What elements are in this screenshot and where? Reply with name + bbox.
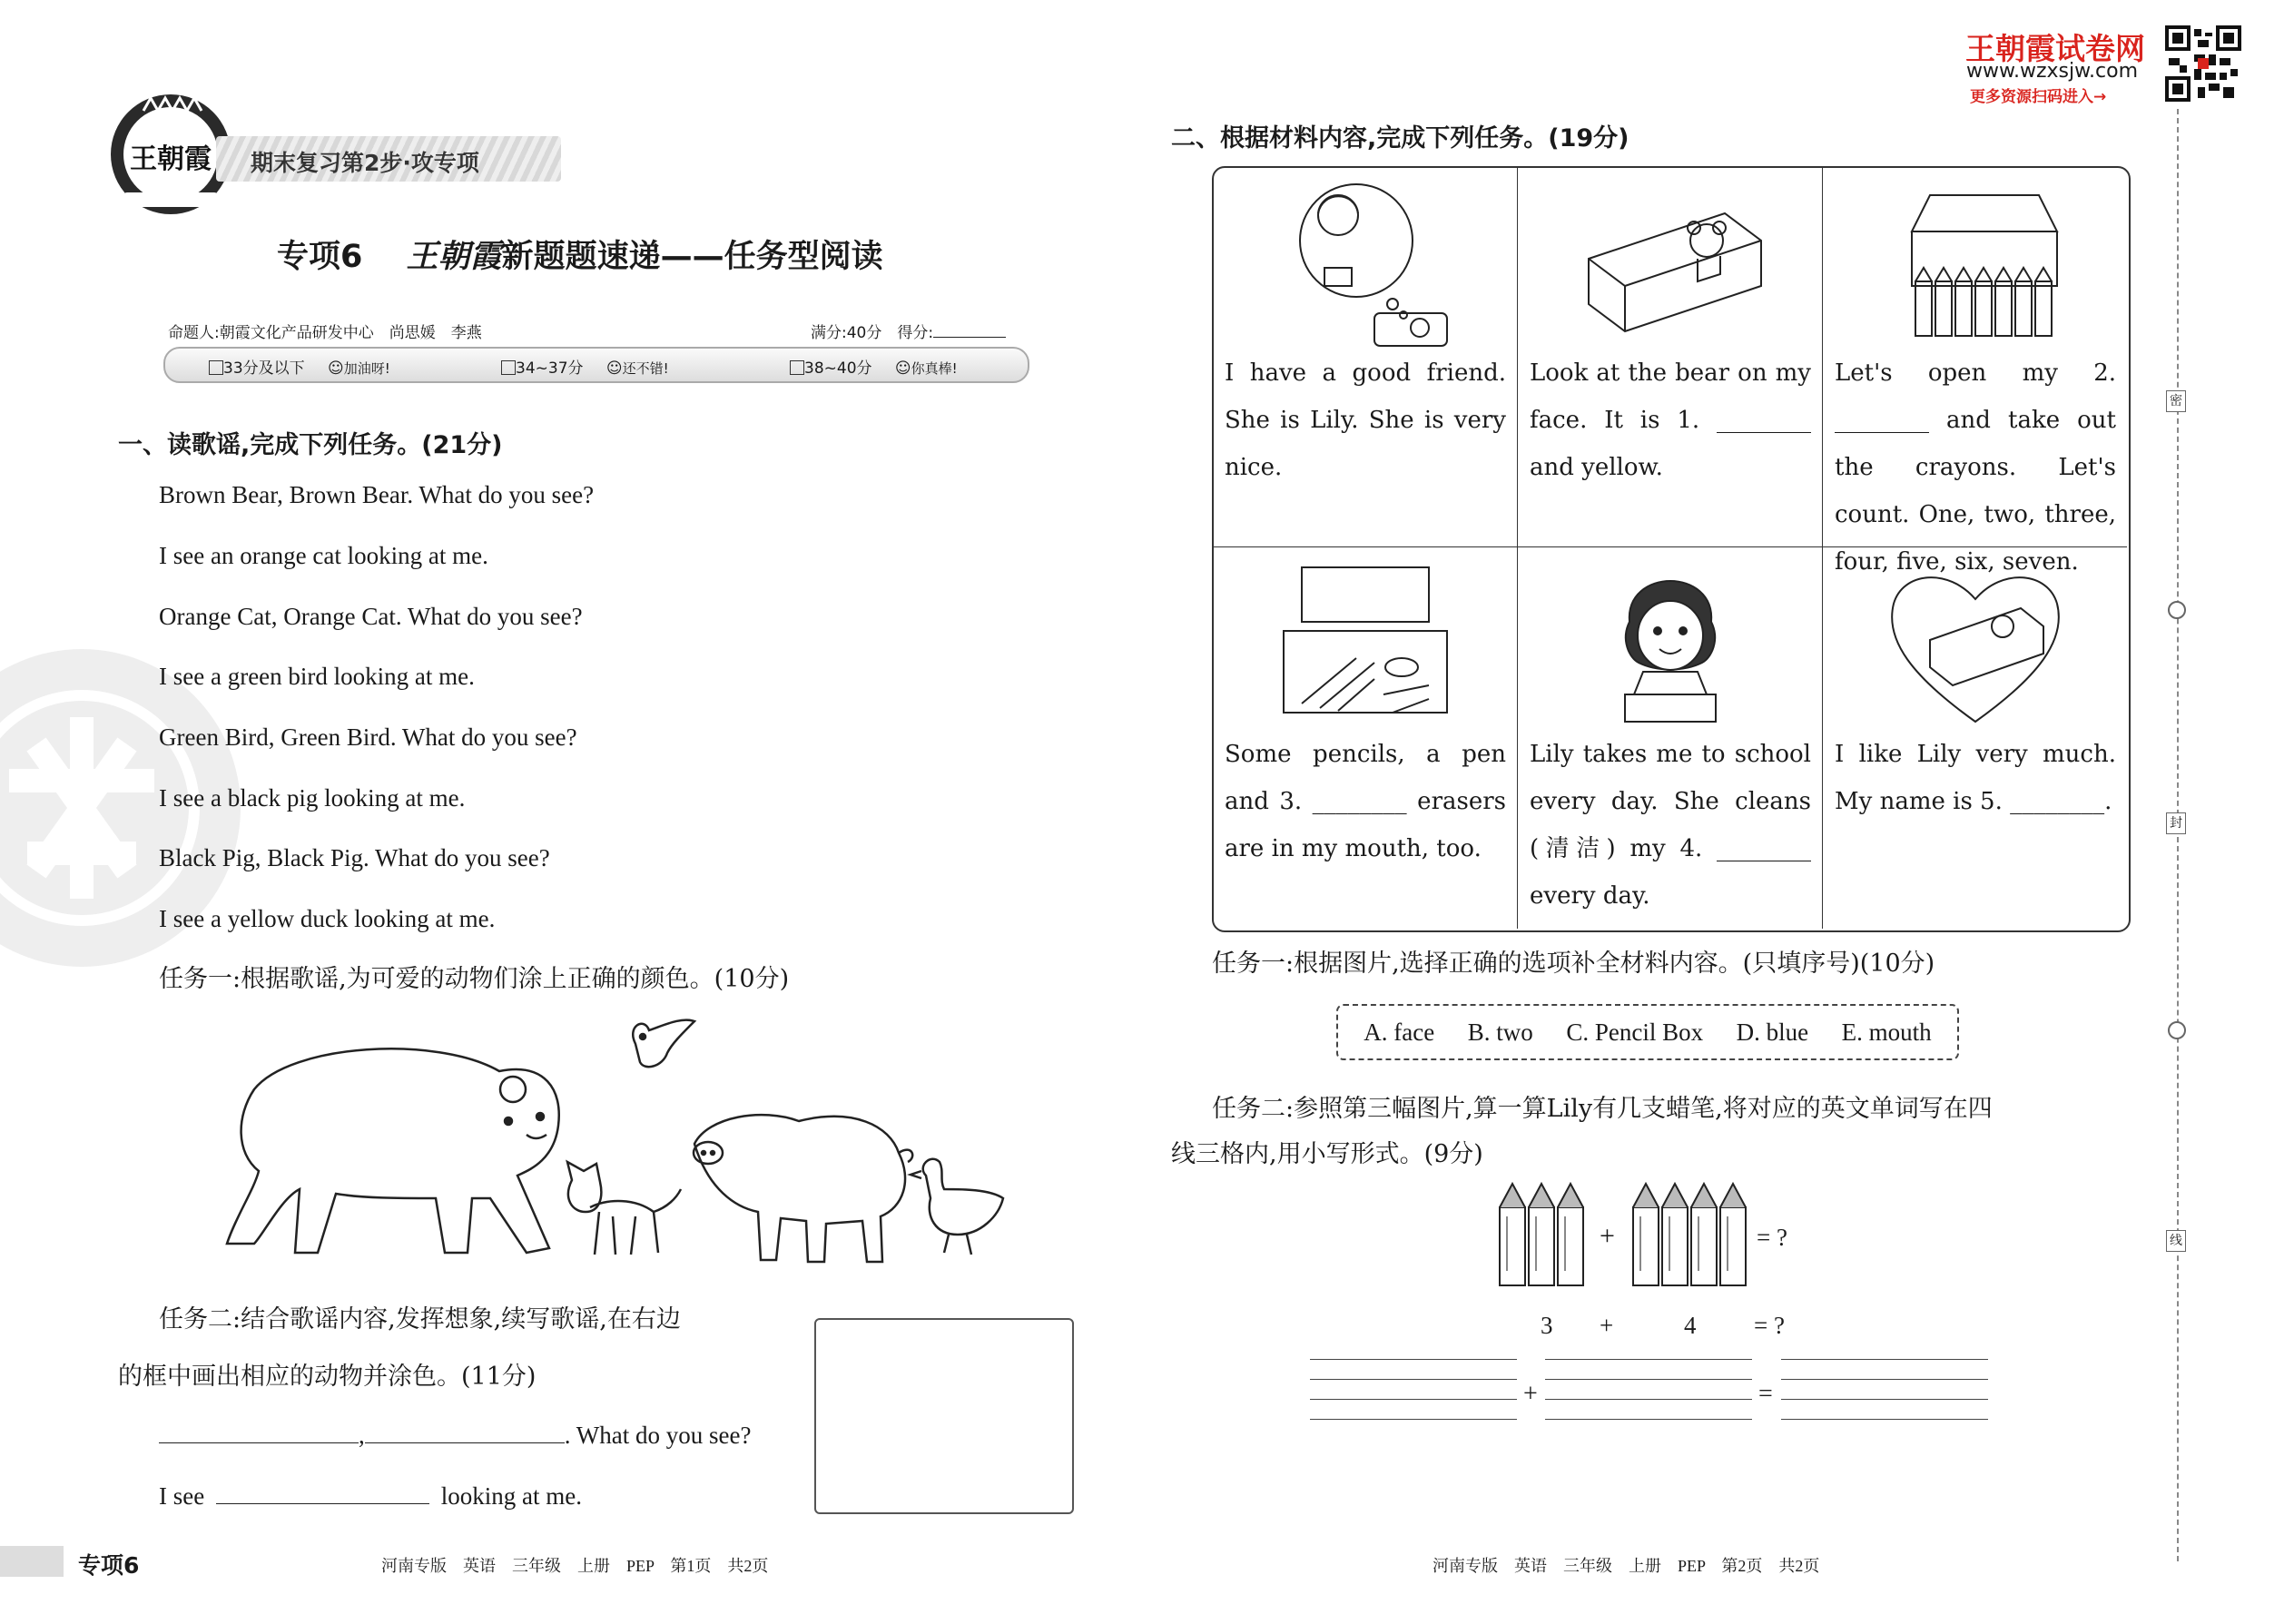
banner-text: 期末复习第2步·攻专项 — [251, 150, 479, 176]
option-item: A. face — [1364, 1018, 1435, 1046]
checkbox[interactable] — [790, 360, 804, 375]
equals-question: = ? — [1754, 1312, 1785, 1339]
logo-text: 王朝霞 — [130, 143, 212, 175]
page-title — [277, 231, 883, 277]
fill-blank[interactable] — [365, 1442, 565, 1443]
rating-label: 38~40分 — [804, 359, 872, 378]
authors-line: 命题人:朝霞文化产品研发中心 尚思媛 李燕 — [168, 324, 482, 342]
writing-grid-1[interactable] — [1310, 1359, 1517, 1424]
plus-sign: + — [1600, 1221, 1615, 1251]
option-item: D. blue — [1736, 1018, 1809, 1046]
rating-option[interactable] — [501, 355, 669, 378]
material-cell — [1519, 558, 1822, 920]
part2-task1: 任务一:根据图片,选择正确的选项补全材料内容。(只填序号)(10分) — [1212, 950, 1935, 978]
fill-blank[interactable] — [159, 1442, 359, 1443]
part2-task2-line2: 线三格内,用小写形式。(9分) — [1171, 1140, 1483, 1168]
margin-dot — [2168, 1021, 2186, 1039]
pig-drawing — [694, 1115, 912, 1262]
girl-thinking-drawing — [1275, 177, 1456, 349]
pencil-box-items-drawing — [1265, 558, 1465, 731]
equals-question: = ? — [1757, 1224, 1787, 1251]
rating-option[interactable] — [209, 355, 390, 378]
part1-task2-line2: 的框中画出相应的动物并涂色。(11分) — [118, 1363, 537, 1391]
part2-heading: 二、根据材料内容,完成下列任务。(19分) — [1171, 124, 1629, 153]
poem-line: Black Pig, Black Pig. What do you see? — [159, 844, 550, 871]
open-pencil-box-crayons-drawing — [1885, 177, 2066, 349]
cat-drawing — [567, 1162, 681, 1255]
animals-illustration — [200, 1017, 1035, 1280]
site-hint: 更多资源扫码进入→ — [1970, 88, 2107, 106]
margin-dot — [2168, 601, 2186, 619]
drawing-box[interactable] — [814, 1318, 1074, 1514]
cell-text: Look at the bear on my face. It is 1. ________ and yellow. — [1530, 359, 1811, 481]
i-see-text: I see — [159, 1482, 205, 1510]
smile-icon: ☺ — [894, 359, 911, 378]
cell-text: I like Lily very much. My name is 5. ________. — [1835, 741, 2116, 815]
writing-grid-3[interactable] — [1781, 1359, 1988, 1424]
options-box — [1336, 1004, 1959, 1060]
girl-cleaning-drawing — [1580, 558, 1761, 731]
rating-option[interactable] — [790, 355, 958, 378]
pencil-box-bear-drawing — [1570, 177, 1770, 349]
rating-label: 34~37分 — [516, 359, 584, 378]
looking-text: looking at me. — [440, 1482, 582, 1510]
brand-logo — [107, 91, 234, 218]
fill-blank[interactable] — [216, 1503, 429, 1504]
part2-task2-line1: 任务二:参照第三幅图片,算一算Lily有几支蜡笔,将对应的英文单词写在四 — [1212, 1095, 1993, 1123]
material-cell — [1519, 177, 1822, 491]
option-item: B. two — [1467, 1018, 1533, 1046]
comma-text: , — [359, 1422, 365, 1449]
plus-sign: + — [1523, 1380, 1538, 1408]
margin-mark: 封 — [2166, 812, 2186, 834]
material-cell — [1824, 558, 2127, 825]
section-banner — [216, 136, 561, 182]
rating-comment: 你真棒! — [911, 360, 958, 377]
smile-icon: ☺ — [328, 359, 344, 378]
checkbox[interactable] — [209, 360, 223, 375]
material-cell — [1214, 177, 1517, 491]
fill-line-1 — [159, 1423, 751, 1448]
rating-comment: 加油呀! — [343, 360, 390, 377]
poem-line: Orange Cat, Orange Cat. What do you see? — [159, 603, 583, 630]
cell-text: Some pencils, a pen and 3. ________ erasers are in my mouth, too. — [1225, 741, 1506, 862]
question-text: . What do you see? — [564, 1422, 752, 1449]
number-right: 4 — [1684, 1312, 1697, 1339]
title-main: 新题题速递——任务型阅读 — [501, 239, 883, 275]
cell-text: Let's open my 2. ________ and take out the crayons. Let's count. One, two, three, four, five, six, seven. — [1835, 359, 2116, 576]
plus-sign: + — [1600, 1312, 1614, 1339]
bird-drawing — [633, 1020, 694, 1068]
writing-grid-2[interactable] — [1545, 1359, 1752, 1424]
crayons-right-drawing — [1629, 1180, 1749, 1289]
material-cell — [1824, 177, 2127, 586]
poem-line: I see a green bird looking at me. — [159, 663, 475, 690]
footer-tab-label: 专项6 — [78, 1552, 140, 1579]
grid-divider — [1517, 166, 1518, 929]
duck-drawing — [911, 1159, 1003, 1255]
poem-line: I see a black pig looking at me. — [159, 784, 466, 812]
smile-icon: ☺ — [605, 359, 623, 378]
poem-line: I see a yellow duck looking at me. — [159, 905, 496, 932]
poem-line: Green Bird, Green Bird. What do you see? — [159, 723, 577, 751]
cell-text: Lily takes me to school every day. She cleans (清洁) my 4. ________ every day. — [1530, 741, 1811, 910]
checkbox[interactable] — [501, 360, 516, 375]
footer-tab — [0, 1546, 182, 1577]
footer-right: 河南专版 英语 三年级 上册 PEP 第2页 共2页 — [1433, 1557, 1820, 1575]
part1-heading: 一、读歌谣,完成下列任务。(21分) — [118, 431, 503, 459]
rating-comment: 还不错! — [622, 360, 669, 377]
score-blank[interactable] — [933, 337, 1006, 338]
crayons-left-drawing — [1496, 1180, 1587, 1289]
part1-task2-line1: 任务二:结合歌谣内容,发挥想象,续写歌谣,在右边 — [159, 1305, 681, 1334]
score-label: 满分:40分 得分: — [811, 324, 934, 342]
poem-line: Brown Bear, Brown Bear. What do you see? — [159, 481, 595, 508]
rating-bar — [163, 347, 1029, 383]
heart-pencil-box-drawing — [1876, 558, 2075, 731]
site-url: www.wzxsjw.com — [1966, 60, 2139, 83]
option-item: E. mouth — [1841, 1018, 1932, 1046]
margin-mark: 密 — [2166, 390, 2186, 412]
site-name: 王朝霞试卷网 — [1965, 31, 2145, 66]
fill-line-2 — [159, 1484, 582, 1509]
footer-left: 河南专版 英语 三年级 上册 PEP 第1页 共2页 — [381, 1557, 769, 1575]
score-line — [811, 320, 1006, 342]
bear-drawing — [227, 1048, 559, 1253]
title-prefix: 专项6 — [277, 239, 363, 275]
title-brand: 王朝霞 — [406, 238, 502, 275]
rating-label: 33分及以下 — [223, 359, 305, 378]
qr-code-icon — [2165, 25, 2241, 102]
grid-divider — [1822, 166, 1823, 929]
poem-line: I see an orange cat looking at me. — [159, 542, 488, 569]
equals-sign: = — [1758, 1380, 1773, 1408]
margin-mark: 线 — [2166, 1230, 2186, 1252]
option-item: C. Pencil Box — [1566, 1018, 1704, 1046]
binding-line — [2177, 109, 2179, 1561]
part1-task1: 任务一:根据歌谣,为可爱的动物们涂上正确的颜色。(10分) — [159, 965, 790, 993]
material-cell — [1214, 558, 1517, 872]
cell-text: I have a good friend. She is Lily. She is very nice. — [1225, 359, 1506, 481]
number-left: 3 — [1541, 1312, 1553, 1339]
